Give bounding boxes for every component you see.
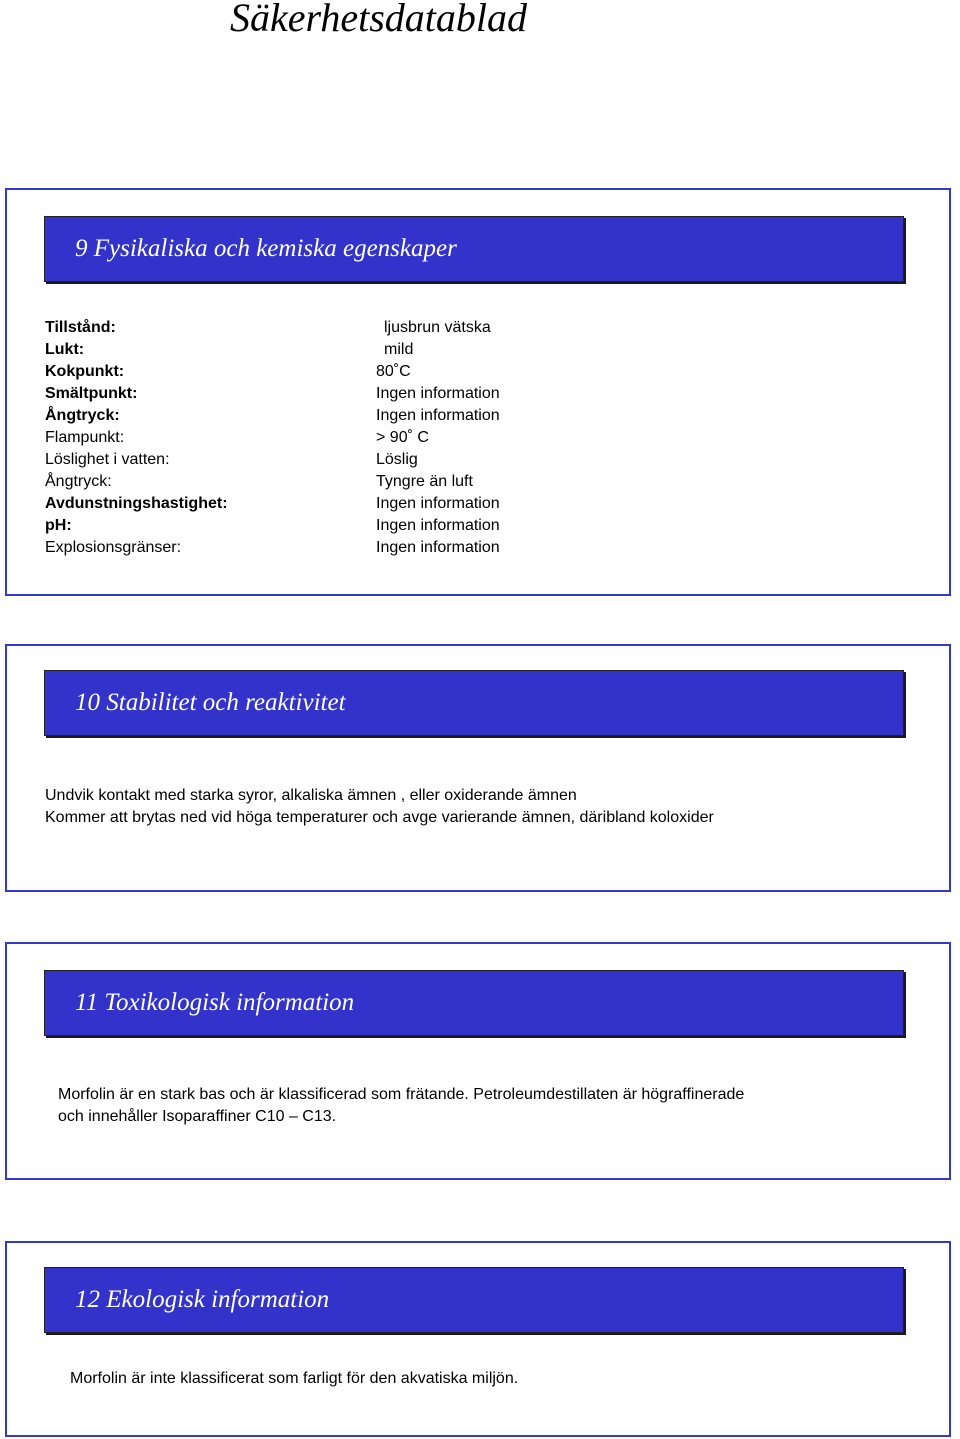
section-heading-bar [44,670,904,736]
property-label: Lukt: [45,341,85,358]
property-row [45,405,745,427]
property-value: Ingen information [376,517,500,534]
property-label: Smältpunkt: [45,385,138,402]
property-row [45,427,745,449]
property-value: Löslig [376,451,418,468]
property-value: Ingen information [376,407,500,424]
property-row [45,449,745,471]
section-stability-reactivity [5,644,951,892]
property-row [45,515,745,537]
paragraph-line: och innehåller Isoparaffiner C10 – C13. [58,1108,337,1125]
section-heading-bar [44,1267,904,1333]
property-label: Ångtryck: [45,407,120,424]
section-heading-bar [44,216,904,282]
paragraph-line: Undvik kontakt med starka syror, alkaliska ämnen , eller oxiderande ämnen [45,787,577,804]
paragraph-line: Morfolin är inte klassificerat som farligt för den akvatiska miljön. [70,1370,519,1387]
section-heading-bar [44,970,904,1036]
property-row [45,361,745,383]
section-heading: 10 Stabilitet och reaktivitet [75,689,346,716]
property-row [45,471,745,493]
property-label: Explosionsgränser: [45,539,182,556]
property-row [45,493,745,515]
property-value: mild [384,341,414,358]
property-label: Avdunstningshastighet: [45,495,228,512]
section-heading: 11 Toxikologisk information [75,989,355,1016]
property-row [45,339,745,361]
property-label: Ångtryck: [45,473,112,490]
section-toxicological-information [5,942,951,1180]
property-value: Ingen information [376,495,500,512]
property-label: Löslighet i vatten: [45,451,170,468]
property-value: > 90˚ C [376,429,429,446]
property-row [45,537,745,559]
property-value: 80˚C [376,363,411,380]
property-value: Ingen information [376,385,500,402]
paragraph-line: Morfolin är en stark bas och är klassificerad som frätande. Petroleumdestillaten är högraffinerade [58,1086,745,1103]
property-row [45,317,745,339]
property-value: Tyngre än luft [376,473,473,490]
property-value: ljusbrun vätska [384,319,491,336]
section-heading: 12 Ekologisk information [75,1286,330,1313]
section-heading: 9 Fysikaliska och kemiska egenskaper [75,235,457,262]
paragraph-line: Kommer att brytas ned vid höga temperaturer och avge varierande ämnen, däribland koloxider [45,809,714,826]
property-label: pH: [45,517,72,534]
document-title: Säkerhetsdatablad [230,0,528,40]
property-row [45,383,745,405]
section-ecological-information [5,1241,951,1437]
property-label: Kokpunkt: [45,363,125,380]
property-value: Ingen information [376,539,500,556]
section-physical-chemical-properties [5,188,951,596]
property-label: Flampunkt: [45,429,125,446]
property-label: Tillstånd: [45,319,116,336]
